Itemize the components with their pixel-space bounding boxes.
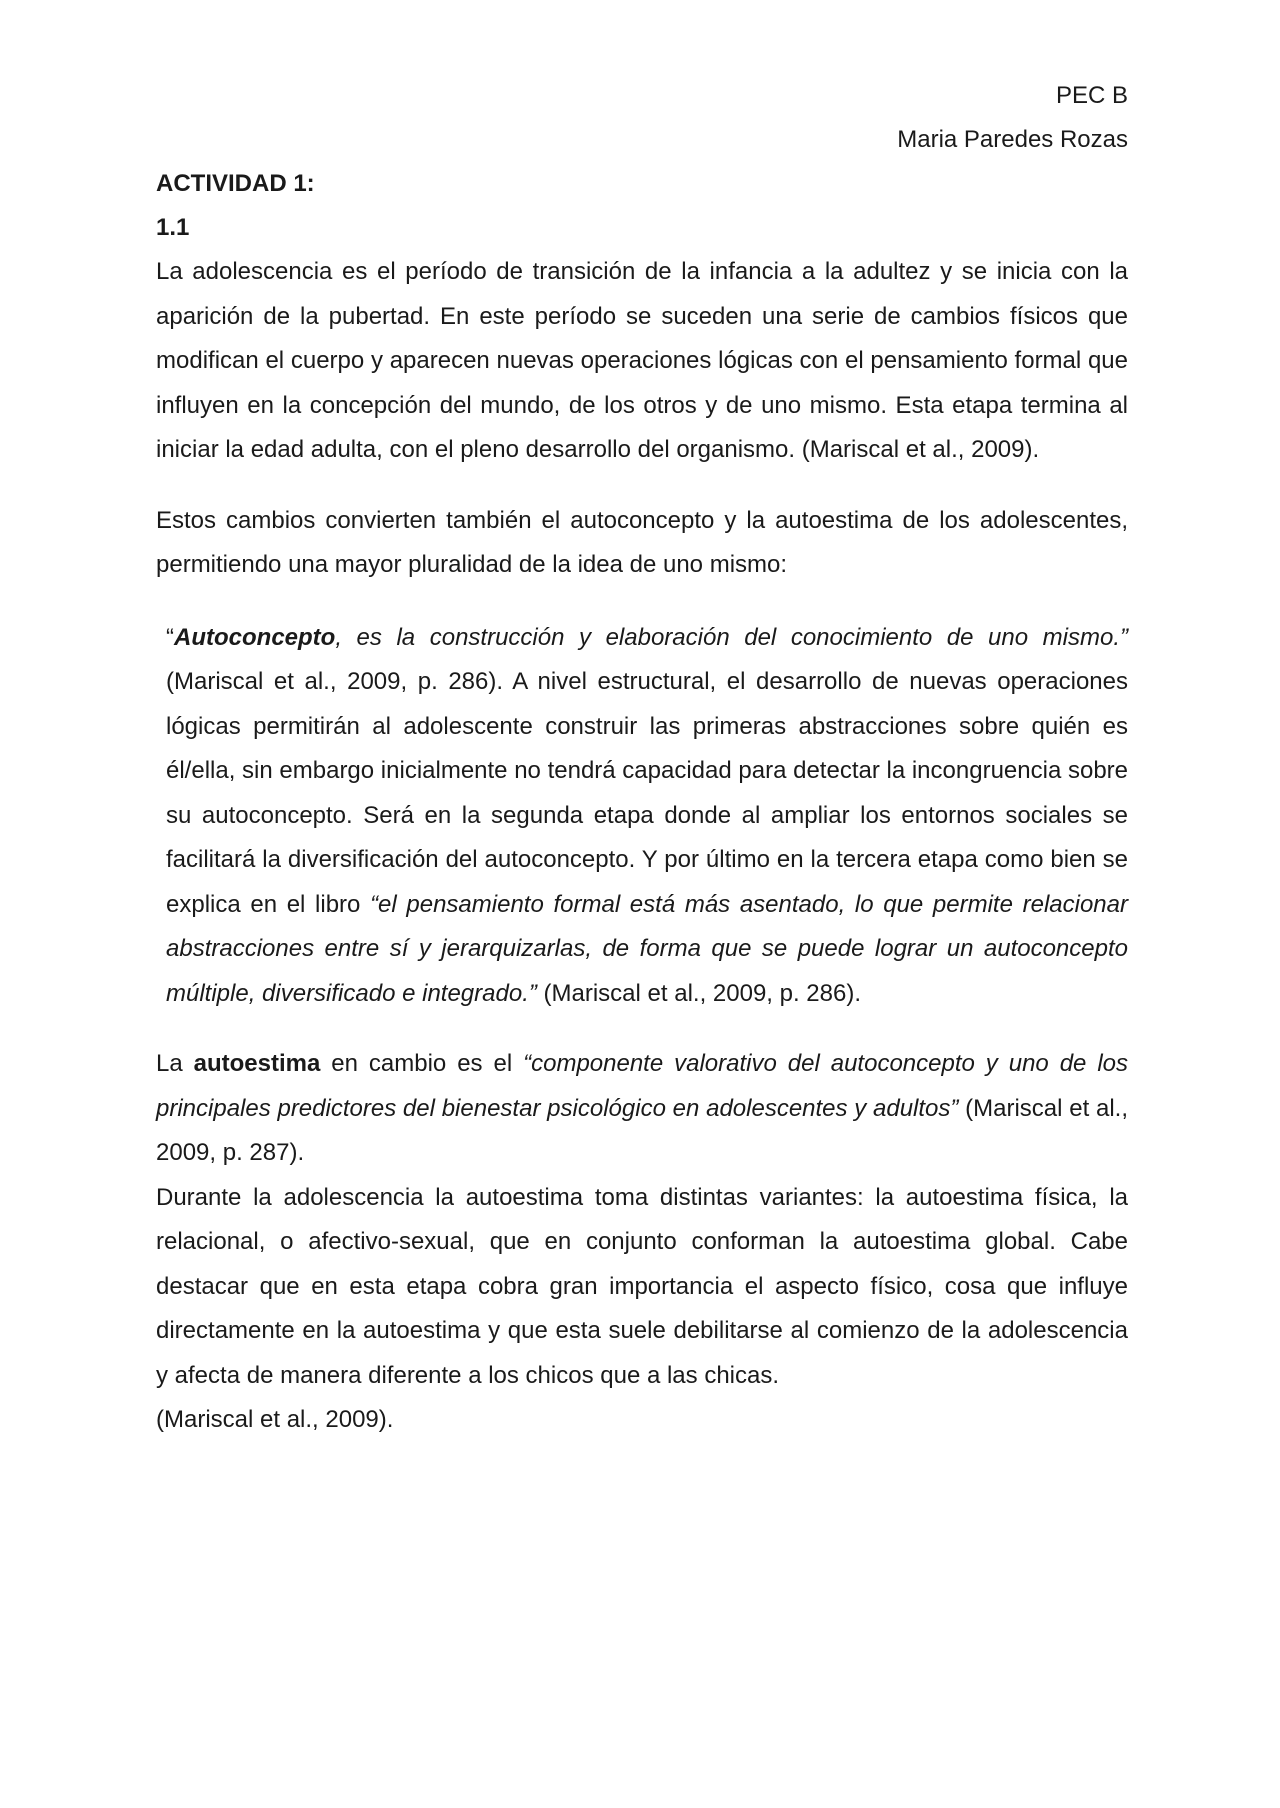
author-name: Maria Paredes Rozas (897, 126, 1128, 153)
document-code: PEC B (1055, 82, 1128, 109)
paragraph-changes: Estos cambios convierten también el autoconcepto y la autoestima de los adolescentes, permitiendo una mayor pluralidad de la idea de uno mismo: (156, 506, 1128, 578)
autoestima-quote: “componente valorativo del autoconcepto y uno de los principales predictores del bienestar psicológico en adolescentes y adultos” (156, 1050, 1128, 1122)
section-number: 1.1 (156, 214, 190, 241)
term-autoestima: autoestima (193, 1050, 321, 1077)
autoestima-middle: en cambio es el (320, 1050, 524, 1077)
paragraph-autoestima (156, 1042, 1128, 1176)
paragraph-variants: Durante la adolescencia la autoestima toma distintas variantes: la autoestima física, la relacional, o afectivo-sexual, que en conjunto conforman la autoestima global. Cabe destacar que en esta etapa cobra gran importancia el aspecto físico, cosa que influye directamente en la autoestima y que esta suele debilitarse al comienzo de la adolescencia y afecta de manera diferente a los chicos que a las chicas. (156, 1183, 1128, 1389)
term-autoconcepto: Autoconcepto (174, 623, 336, 651)
open-quote: “ (166, 623, 174, 651)
activity-title: ACTIVIDAD 1: (156, 170, 315, 197)
citation: (Mariscal et al., 2009, p. 287). (156, 1094, 1129, 1166)
book-quote: “el pensamiento formal está más asentado, lo que permite relacionar abstracciones entre sí y jerarquizarlas, de forma que se puede lograr un autoconcepto múltiple, diversificado e integrado.” (166, 890, 1128, 1007)
autoestima-lead: La (156, 1050, 194, 1077)
final-citation: (Mariscal et al., 2009). (156, 1406, 394, 1433)
autoconcepto-text: (Mariscal et al., 2009, p. 286). A nivel estructural, el desarrollo de nuevas operaciones lógicas permitirán al adolescente construir las primeras abstracciones sobre quién es él/ella, sin embargo inicialmente no tendrá capacidad para detectar la incongruencia sobre su autoconcepto. Será en la segunda etapa donde al ampliar los entornos sociales se facilitará la diversificación del autoconcepto. Y por último en la tercera etapa como bien se explica en el libro (166, 668, 1128, 918)
citation: (Mariscal et al., 2009, p. 286). (536, 979, 862, 1007)
paragraph-autoconcepto (156, 616, 1128, 1017)
paragraph-adolescence: La adolescencia es el período de transición de la infancia a la adultez y se inicia con la aparición de la pubertad. En este período se suceden una serie de cambios físicos que modifican el cuerpo y aparecen nuevas operaciones lógicas con el pensamiento formal que influyen en la concepción del mundo, de los otros y de uno mismo. Esta etapa termina al iniciar la edad adulta, con el pleno desarrollo del organismo. (Mariscal et al., 2009). (156, 258, 1128, 463)
autoconcepto-definition: , es la construcción y elaboración del conocimiento de uno mismo.” (335, 623, 1128, 651)
